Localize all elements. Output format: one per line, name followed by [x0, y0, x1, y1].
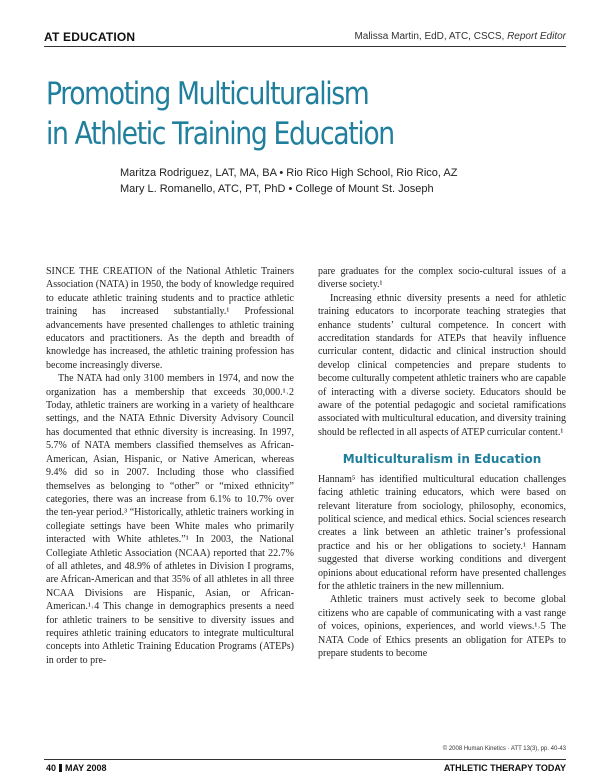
report-editor: [354, 31, 566, 42]
author-1: Maritza Rodriguez, LAT, MA, BA • Rio Rico High School, Rio Rico, AZ: [120, 167, 458, 179]
section-heading: Multiculturalism in Education: [342, 452, 542, 467]
author-block: [120, 165, 457, 197]
footer-rule: [44, 759, 566, 760]
paragraph: SINCE THE CREATION of the National Athletic Trainers Association (NATA) in 1950, the body of knowledge required to educate athletic training students and to practice athletic training has increased substantially.¹ Professional advancements have presented challenges to athletic training educators and practitioners. As the depth and breadth of knowledge has increased, the athletic training profession has become increasingly diverse.: [46, 266, 294, 371]
separator-bar: [59, 764, 62, 772]
lead-in: SINCE THE CREATION: [46, 266, 153, 277]
paragraph: Athletic trainers must actively seek to become global citizens who are capable of communicating with a vast range of voices, opinions, experiences, and world views.¹˒5 The NATA Code of Ethics presents an obligation for ATEPs to prepare students to become: [318, 594, 566, 659]
paragraph: Increasing ethnic diversity presents a need for athletic training educators to incorporate teaching strategies that enhance students’ cultural competence. In concert with accreditation standards for ATEPs that heavily influence curricular content, didactic and clinical instruction should develop clinical competencies and prepare students to become culturally competent athletic trainers who are capable of interacting with a diverse society. Educators should be aware of the potential pedagogic and societal ramifications associated with multicultural education, and diversity training should be reflected in all aspects of ATEP curricular content.¹: [318, 292, 566, 438]
footer-page-info: [46, 763, 107, 773]
journal-name: ATHLETIC THERAPY TODAY: [443, 763, 566, 773]
body-column-left: [46, 265, 294, 667]
title-line-2: in Athletic Training Education: [46, 116, 394, 152]
header-rule: [44, 46, 566, 47]
editor-role: Report Editor: [507, 31, 566, 42]
article-title: [46, 74, 493, 154]
paragraph: The NATA had only 3100 members in 1974, and now the organization has a membership that exceeds 30,000.¹˒2 Today, athletic trainers are working in a variety of healthcare settings, and the NATA Ethnic Diversity Advisory Council has documented that ethnic diversity is increasing. In 1997, 5.7% of NATA members classified themselves as African-American, Asian, Hispanic, or Native American, whereas 9.4% did so in 2007. Including those who classified themselves as belonging to “other” or “mixed ethnicity” categories, there was an increase from 6.1% to 10.7% over the ten-year period.³ “Historically, athletic trainers working in collegiate settings have been White males who primarily interacted with White athletes.”¹ In 2003, the National Collegiate Athletic Association (NCAA) reported that 22.7% of all athletes, and 48.9% of athletes in Division I programs, are African-American and that 35% of all athletes in all three NCAA Divisions are Hispanic, Asian, or African-American.¹˒4 This change in demographics presents a need for athletic trainers to be sensitive to diversity issues and requires athletic training educators to integrate multicultural concepts into Athletic Training Education Programs (ATEPs) in order to pre-: [46, 373, 294, 666]
issue-date: MAY 2008: [65, 763, 107, 773]
editor-name: Malissa Martin, EdD, ATC, CSCS,: [354, 31, 505, 42]
copyright-notice: © 2008 Human Kinetics · ATT 13(3), pp. 40-43: [442, 746, 566, 752]
paragraph: Hannam⁵ has identified multicultural education challenges facing athletic training educators, which were based on relevant literature from sociology, philosophy, economics, political science, and medical ethics. Social sciences research creates a link between an athletic trainer’s professional practice and his or her obligations to society.¹ Hannam suggested that diverse working conditions and divergent opinions about educational reform have presented challenges for the athletic trainers in the new millennium.: [318, 473, 566, 592]
body-column-right: [318, 265, 566, 660]
running-header: [44, 30, 566, 46]
author-2: Mary L. Romanello, ATC, PT, PhD • College of Mount St. Joseph: [120, 183, 434, 195]
paragraph: pare graduates for the complex socio-cultural issues of a diverse society.¹: [318, 266, 566, 291]
page-number: 40: [46, 763, 57, 773]
section-label: AT EDUCATION: [44, 30, 136, 44]
title-line-1: Promoting Multiculturalism: [46, 76, 369, 112]
